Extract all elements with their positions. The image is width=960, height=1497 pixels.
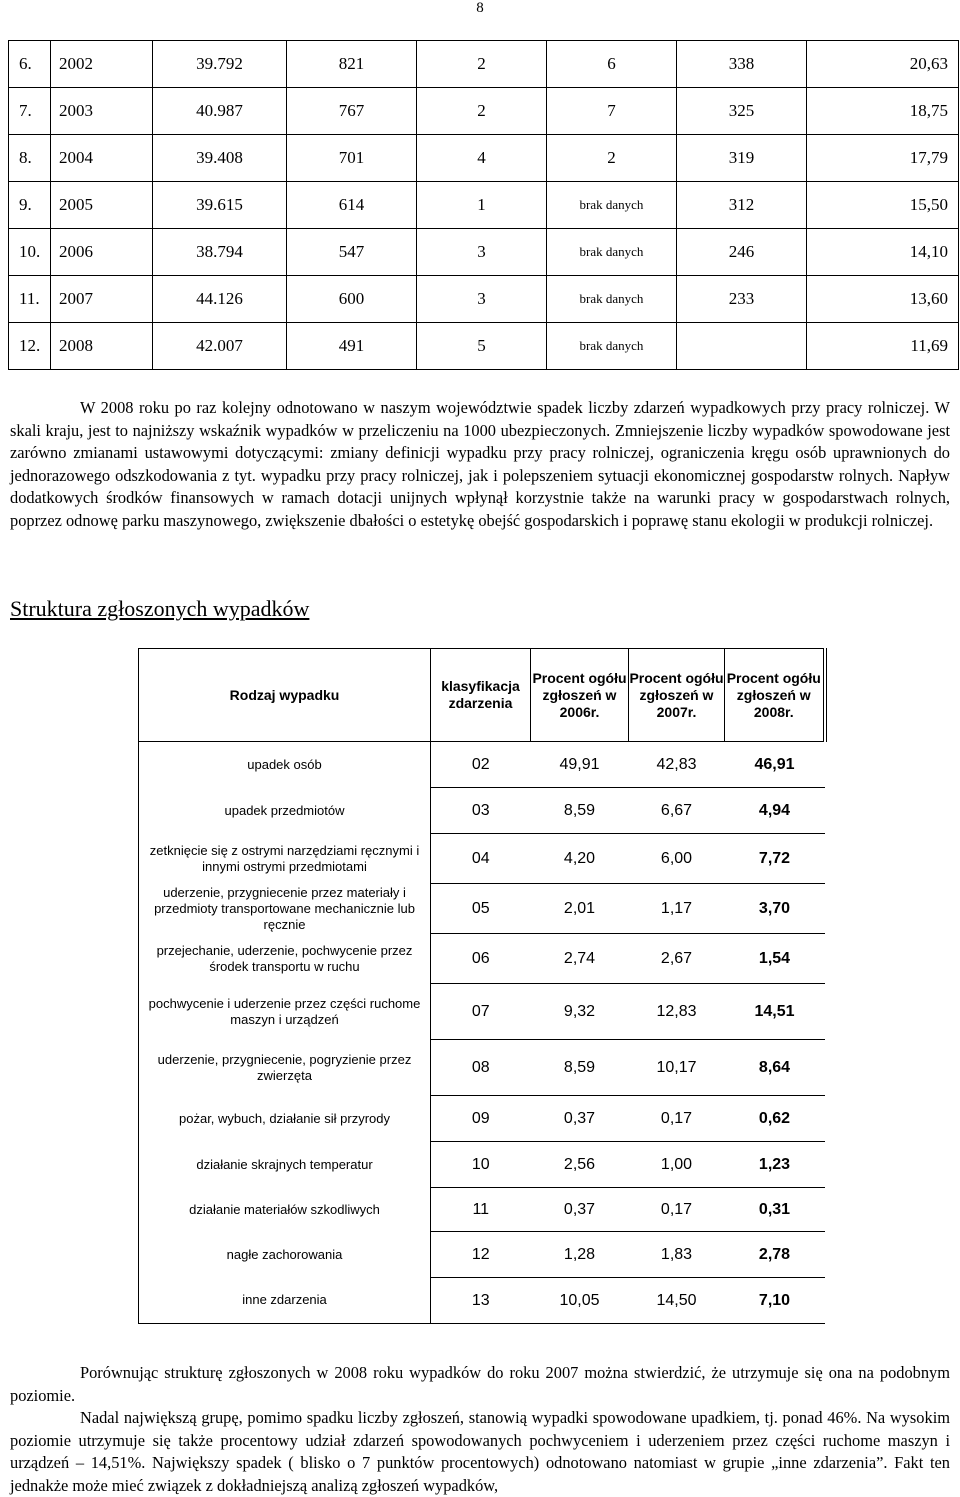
col-5-value: 6 <box>547 41 677 88</box>
table-row <box>139 834 825 884</box>
year: 2007 <box>51 276 153 323</box>
rate-per-1000: 14,10 <box>807 229 959 276</box>
row-number: 12. <box>9 323 51 370</box>
table-row <box>139 984 825 1040</box>
accident-type: przejechanie, uderzenie, pochwycenie przez środek transportu w ruchu <box>139 934 431 984</box>
percent-2006: 4,20 <box>531 834 629 884</box>
section-heading: Struktura zgłoszonych wypadków <box>10 596 310 621</box>
accident-type: nagłe zachorowania <box>139 1232 431 1278</box>
paragraph-comparison: Porównując strukturę zgłoszonych w 2008 roku wypadków do roku 2007 można stwierdzić, że utrzymuje się ona na podobnym poziomie. <box>10 1363 950 1405</box>
insured-count: 38.794 <box>153 229 287 276</box>
accident-type: uderzenie, przygniecenie, pogryzienie przez zwierzęta <box>139 1040 431 1096</box>
table-row <box>9 323 959 370</box>
accident-type: pożar, wybuch, działanie sił przyrody <box>139 1096 431 1142</box>
percent-2007: 12,83 <box>629 984 725 1040</box>
insured-count: 44.126 <box>153 276 287 323</box>
table-row <box>139 1142 825 1188</box>
col-6-value: 233 <box>677 276 807 323</box>
paragraph-largest-group: Nadal największą grupę, pomimo spadku liczby zgłoszeń, stanowią wypadki spowodowane upadkiem, tj. ponad 46%. Na wysokim poziomie utrzymuje się także procentowy udział zdarzeń spowodowanych pochwyceniem i uderzeniem przez części ruchome maszyn i urządzeń – 14,51%. Największy spadek ( blisko o 7 punktów procentowych) odnotowano natomiast w grupie „inne zdarzenia”. Fakt ten jednakże może mieć związek z dokładniejszą analizą zgłoszeń wypadków, <box>10 1408 950 1495</box>
percent-2006: 9,32 <box>531 984 629 1040</box>
row-number: 7. <box>9 88 51 135</box>
insured-count: 39.615 <box>153 182 287 229</box>
accidents-reported: 821 <box>287 41 417 88</box>
col-6-value: 246 <box>677 229 807 276</box>
accident-type: działanie skrajnych temperatur <box>139 1142 431 1188</box>
col-6-value <box>677 323 807 370</box>
fatal-accidents: 2 <box>417 88 547 135</box>
table-row <box>139 1278 825 1324</box>
accidents-reported: 491 <box>287 323 417 370</box>
table-row <box>139 742 825 788</box>
percent-2008: 3,70 <box>725 884 825 934</box>
insured-count: 40.987 <box>153 88 287 135</box>
percent-2006: 8,59 <box>531 788 629 834</box>
classification-code: 02 <box>431 742 531 788</box>
percent-2006: 10,05 <box>531 1278 629 1324</box>
fatal-accidents: 5 <box>417 323 547 370</box>
table-row <box>139 788 825 834</box>
accidents-reported: 614 <box>287 182 417 229</box>
percent-2008: 1,23 <box>725 1142 825 1188</box>
col-5-value: 7 <box>547 88 677 135</box>
year: 2004 <box>51 135 153 182</box>
year: 2002 <box>51 41 153 88</box>
table-row <box>139 1188 825 1232</box>
insured-count: 42.007 <box>153 323 287 370</box>
table-row <box>9 276 959 323</box>
col-6-value: 338 <box>677 41 807 88</box>
accident-type: inne zdarzenia <box>139 1278 431 1324</box>
accident-type: upadek przedmiotów <box>139 788 431 834</box>
table-row <box>9 229 959 276</box>
table-row <box>139 1096 825 1142</box>
accident-type: pochwycenie i uderzenie przez części ruchome maszyn i urządzeń <box>139 984 431 1040</box>
row-number: 6. <box>9 41 51 88</box>
percent-2006: 0,37 <box>531 1096 629 1142</box>
percent-2008: 7,10 <box>725 1278 825 1324</box>
paragraph-accident-decline: W 2008 roku po raz kolejny odnotowano w naszym województwie spadek liczby zdarzeń wypadkowych przy pracy rolniczej. W skali kraju, jest to najniższy wskaźnik wypadków w przeliczeniu na 1000 ubezpieczonych. Zmniejszenie liczby wypadków spowodowane jest zarówno zmianami ustawowymi dotyczącymi: zmiany definicji wypadku przy pracy rolniczej, ograniczenia kręgu osób uprawnionych do jednorazowego odszkodowania z tyt. wypadku przy pracy rolniczej, jak i polepszeniem sytuacji ekonomicznej gospodarstw rolnych. Napływ dodatkowych środków finansowych w ramach dotacji unijnych wpłynął korzystnie także na warunki pracy w gospodarstwach rolnych, poprzez odnowę parku maszynowego, zwiększenie dbałości o estetykę obejść gospodarskich i poprawę stanu ekologii w produkcji rolniczej. <box>10 398 950 530</box>
percent-2006: 8,59 <box>531 1040 629 1096</box>
row-number: 10. <box>9 229 51 276</box>
table-row <box>139 1040 825 1096</box>
percent-2006: 1,28 <box>531 1232 629 1278</box>
fatal-accidents: 2 <box>417 41 547 88</box>
classification-code: 13 <box>431 1278 531 1324</box>
col-6-value: 312 <box>677 182 807 229</box>
percent-2007: 10,17 <box>629 1040 725 1096</box>
rate-per-1000: 20,63 <box>807 41 959 88</box>
rate-per-1000: 11,69 <box>807 323 959 370</box>
yearly-accidents-table <box>8 40 959 370</box>
header-accident-type: Rodzaj wypadku <box>139 649 431 742</box>
percent-2007: 1,83 <box>629 1232 725 1278</box>
rate-per-1000: 17,79 <box>807 135 959 182</box>
col-6-value: 319 <box>677 135 807 182</box>
col-6-value: 325 <box>677 88 807 135</box>
classification-code: 03 <box>431 788 531 834</box>
structure-header-row <box>139 649 825 742</box>
classification-code: 07 <box>431 984 531 1040</box>
header-percent-2006: Procent ogółu zgłoszeń w 2006r. <box>531 649 629 742</box>
accident-type: upadek osób <box>139 742 431 788</box>
classification-code: 12 <box>431 1232 531 1278</box>
header-percent-2007: Procent ogółu zgłoszeń w 2007r. <box>629 649 725 742</box>
classification-code: 09 <box>431 1096 531 1142</box>
percent-2007: 6,67 <box>629 788 725 834</box>
table-row <box>9 135 959 182</box>
classification-code: 06 <box>431 934 531 984</box>
header-classification: klasyfikacja zdarzenia <box>431 649 531 742</box>
page-number: 8 <box>476 0 484 16</box>
year: 2006 <box>51 229 153 276</box>
accident-type: działanie materiałów szkodliwych <box>139 1188 431 1232</box>
rate-per-1000: 15,50 <box>807 182 959 229</box>
percent-2007: 42,83 <box>629 742 725 788</box>
classification-code: 08 <box>431 1040 531 1096</box>
col-5-value: brak danych <box>547 323 677 370</box>
percent-2008: 4,94 <box>725 788 825 834</box>
accident-structure-table <box>138 648 827 1324</box>
classification-code: 05 <box>431 884 531 934</box>
insured-count: 39.408 <box>153 135 287 182</box>
percent-2008: 7,72 <box>725 834 825 884</box>
accidents-reported: 701 <box>287 135 417 182</box>
percent-2008: 0,31 <box>725 1188 825 1232</box>
percent-2008: 0,62 <box>725 1096 825 1142</box>
col-5-value: brak danych <box>547 182 677 229</box>
header-percent-2008: Procent ogółu zgłoszeń w 2008r. <box>725 649 825 742</box>
percent-2008: 46,91 <box>725 742 825 788</box>
accidents-reported: 547 <box>287 229 417 276</box>
percent-2008: 14,51 <box>725 984 825 1040</box>
year: 2008 <box>51 323 153 370</box>
accident-type: zetknięcie się z ostrymi narzędziami ręcznymi i innymi ostrymi przedmiotami <box>139 834 431 884</box>
fatal-accidents: 4 <box>417 135 547 182</box>
percent-2007: 2,67 <box>629 934 725 984</box>
percent-2007: 0,17 <box>629 1188 725 1232</box>
row-number: 9. <box>9 182 51 229</box>
percent-2006: 2,56 <box>531 1142 629 1188</box>
percent-2008: 1,54 <box>725 934 825 984</box>
classification-code: 04 <box>431 834 531 884</box>
row-number: 8. <box>9 135 51 182</box>
row-number: 11. <box>9 276 51 323</box>
percent-2006: 2,74 <box>531 934 629 984</box>
table-row <box>9 182 959 229</box>
rate-per-1000: 18,75 <box>807 88 959 135</box>
table-row <box>139 884 825 934</box>
percent-2006: 49,91 <box>531 742 629 788</box>
col-5-value: 2 <box>547 135 677 182</box>
table-row <box>139 934 825 984</box>
table-row <box>139 1232 825 1278</box>
percent-2007: 6,00 <box>629 834 725 884</box>
percent-2007: 1,17 <box>629 884 725 934</box>
year: 2003 <box>51 88 153 135</box>
percent-2008: 2,78 <box>725 1232 825 1278</box>
percent-2008: 8,64 <box>725 1040 825 1096</box>
percent-2007: 0,17 <box>629 1096 725 1142</box>
classification-code: 10 <box>431 1142 531 1188</box>
table-row <box>9 41 959 88</box>
col-5-value: brak danych <box>547 276 677 323</box>
accidents-reported: 600 <box>287 276 417 323</box>
percent-2007: 1,00 <box>629 1142 725 1188</box>
classification-code: 11 <box>431 1188 531 1232</box>
percent-2007: 14,50 <box>629 1278 725 1324</box>
col-5-value: brak danych <box>547 229 677 276</box>
fatal-accidents: 1 <box>417 182 547 229</box>
insured-count: 39.792 <box>153 41 287 88</box>
accidents-reported: 767 <box>287 88 417 135</box>
accident-type: uderzenie, przygniecenie przez materiały i przedmioty transportowane mechanicznie lub ręcznie <box>139 884 431 934</box>
table-row <box>9 88 959 135</box>
fatal-accidents: 3 <box>417 276 547 323</box>
percent-2006: 2,01 <box>531 884 629 934</box>
percent-2006: 0,37 <box>531 1188 629 1232</box>
year: 2005 <box>51 182 153 229</box>
fatal-accidents: 3 <box>417 229 547 276</box>
rate-per-1000: 13,60 <box>807 276 959 323</box>
